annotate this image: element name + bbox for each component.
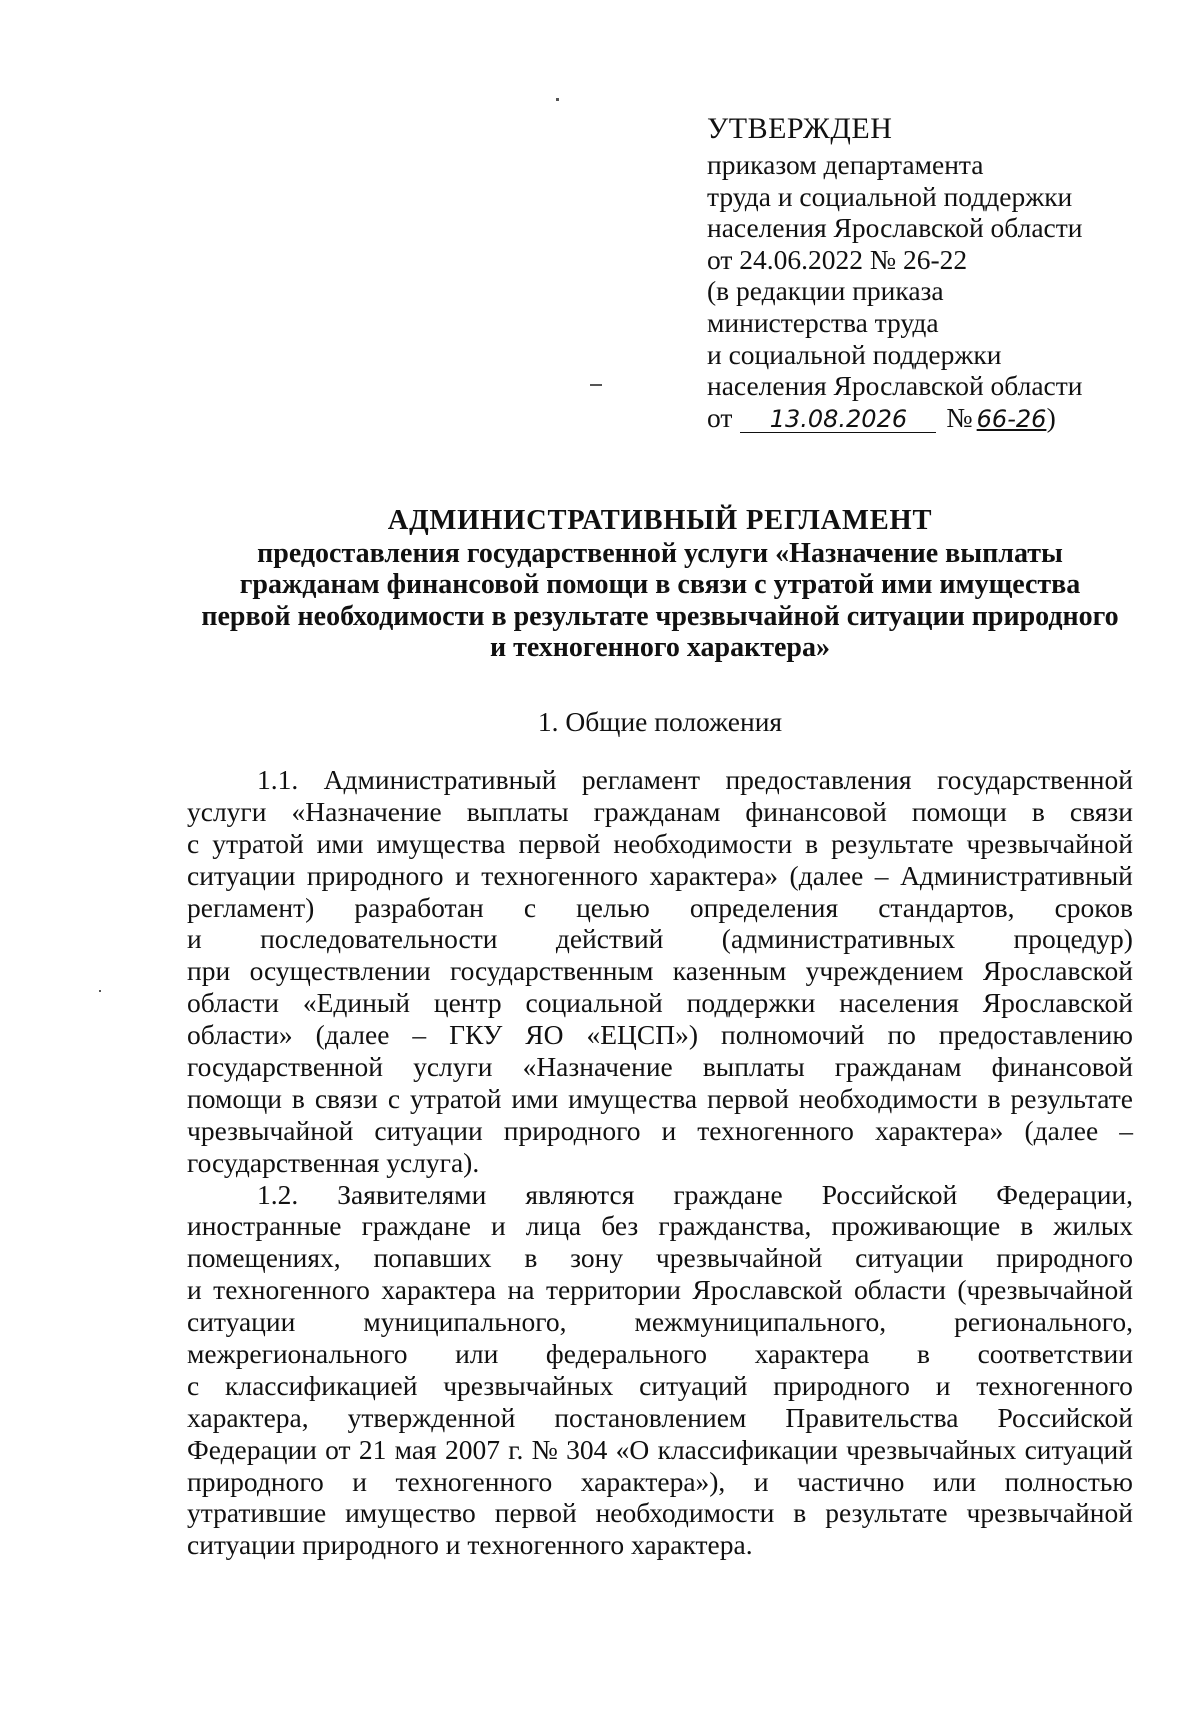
paragraph-line: государственная услуга). (187, 1146, 480, 1178)
paragraph-line: Федерации от 21 мая 2007 г. № 304 «О классификации чрезвычайных ситуаций (187, 1433, 1133, 1465)
order-number-sign: № (946, 401, 973, 433)
order-suffix: ) (1046, 401, 1056, 433)
scan-speck (590, 384, 602, 386)
paragraph-line: ситуации природного и техногенного характера. (187, 1529, 753, 1561)
approval-line: министерства труда (707, 306, 939, 338)
amending-order-line (707, 402, 1127, 440)
paragraph-1-1 (187, 764, 1133, 1179)
paragraph-line: и техногенного характера на территории Ярославской области (чрезвычайной (187, 1274, 1133, 1306)
document-title (160, 505, 1160, 663)
paragraph-line: области» (далее – ГКУ ЯО «ЕЦСП») полномочий по предоставлению (187, 1019, 1133, 1051)
approval-line: населения Ярославской области (707, 212, 1083, 244)
approval-line: от 24.06.2022 № 26-22 (707, 243, 968, 275)
paragraph-line: и последовательности действий (административных процедур) (187, 923, 1133, 955)
paragraph-line: государственной услуги «Назначение выплаты гражданам финансовой (187, 1051, 1133, 1083)
document-body (187, 764, 1133, 1561)
paragraph-line: ситуации природного и техногенного характера» (далее – Административный (187, 859, 1133, 891)
approval-line: труда и социальной поддержки (707, 180, 1073, 212)
paragraph-line: характера, утвержденной постановлением Правительства Российской (187, 1401, 1133, 1433)
paragraph-line: регламент) разработан с целью определения стандартов, сроков (187, 891, 1133, 923)
paragraph-line: иностранные граждане и лица без гражданства, проживающие в жилых (187, 1210, 1133, 1242)
scan-speck (99, 990, 101, 992)
section-heading: 1. Общие положения (537, 706, 783, 737)
title-line: предоставления государственной услуги «Назначение выплаты (257, 538, 1063, 570)
title-main: АДМИНИСТРАТИВНЫЙ РЕГЛАМЕНТ (387, 505, 933, 536)
paragraph-line: 1.2. Заявителями являются граждане Российской Федерации, (257, 1178, 1133, 1210)
paragraph-line: помещениях, попавших в зону чрезвычайной ситуации природного (187, 1242, 1133, 1274)
paragraph-line: межрегионального или федерального характера в соответствии (187, 1338, 1133, 1370)
paragraph-line: помощи в связи с утратой ими имущества первой необходимости в результате (187, 1082, 1133, 1114)
paragraph-line: с классификацией чрезвычайных ситуаций природного и техногенного (187, 1369, 1133, 1401)
paragraph-line: при осуществлении государственным казенным учреждением Ярославской (187, 955, 1133, 987)
approval-line: приказом департамента (707, 149, 984, 180)
order-prefix: от (707, 401, 733, 433)
title-line: и техногенного характера» (489, 631, 831, 663)
paragraph-line: 1.1. Административный регламент предоставления государственной (257, 764, 1133, 795)
approval-line: (в редакции приказа (707, 275, 944, 307)
paragraph-line: утратившие имущество первой необходимости в результате чрезвычайной (187, 1497, 1133, 1529)
title-line: гражданам финансовой помощи в связи с утратой ими имущества (239, 569, 1081, 601)
paragraph-1-2 (187, 1179, 1133, 1562)
approved-heading: УТВЕРЖДЕН (707, 112, 893, 145)
approval-line: населения Ярославской области (707, 370, 1083, 402)
paragraph-line: ситуации муниципального, межмуниципального, регионального, (187, 1306, 1133, 1338)
scan-speck (556, 98, 559, 101)
paragraph-line: услуги «Назначение выплаты гражданам финансовой помощи в связи (187, 795, 1133, 827)
paragraph-line: с утратой ими имущества первой необходимости в результате чрезвычайной (187, 827, 1133, 859)
paragraph-line: природного и техногенного характера»), и частично или полностью (187, 1465, 1133, 1497)
paragraph-line: области «Единый центр социальной поддержки населения Ярославской (187, 987, 1133, 1019)
paragraph-line: чрезвычайной ситуации природного и техногенного характера» (далее – (187, 1114, 1133, 1146)
order-date-handwritten: 13.08.2026 (740, 406, 936, 433)
title-line: первой необходимости в результате чрезвычайной ситуации природного (201, 600, 1119, 632)
order-number-handwritten: 66-26 (976, 404, 1047, 433)
approval-line: и социальной поддержки (707, 338, 1002, 370)
approval-stamp-block (707, 112, 1127, 440)
